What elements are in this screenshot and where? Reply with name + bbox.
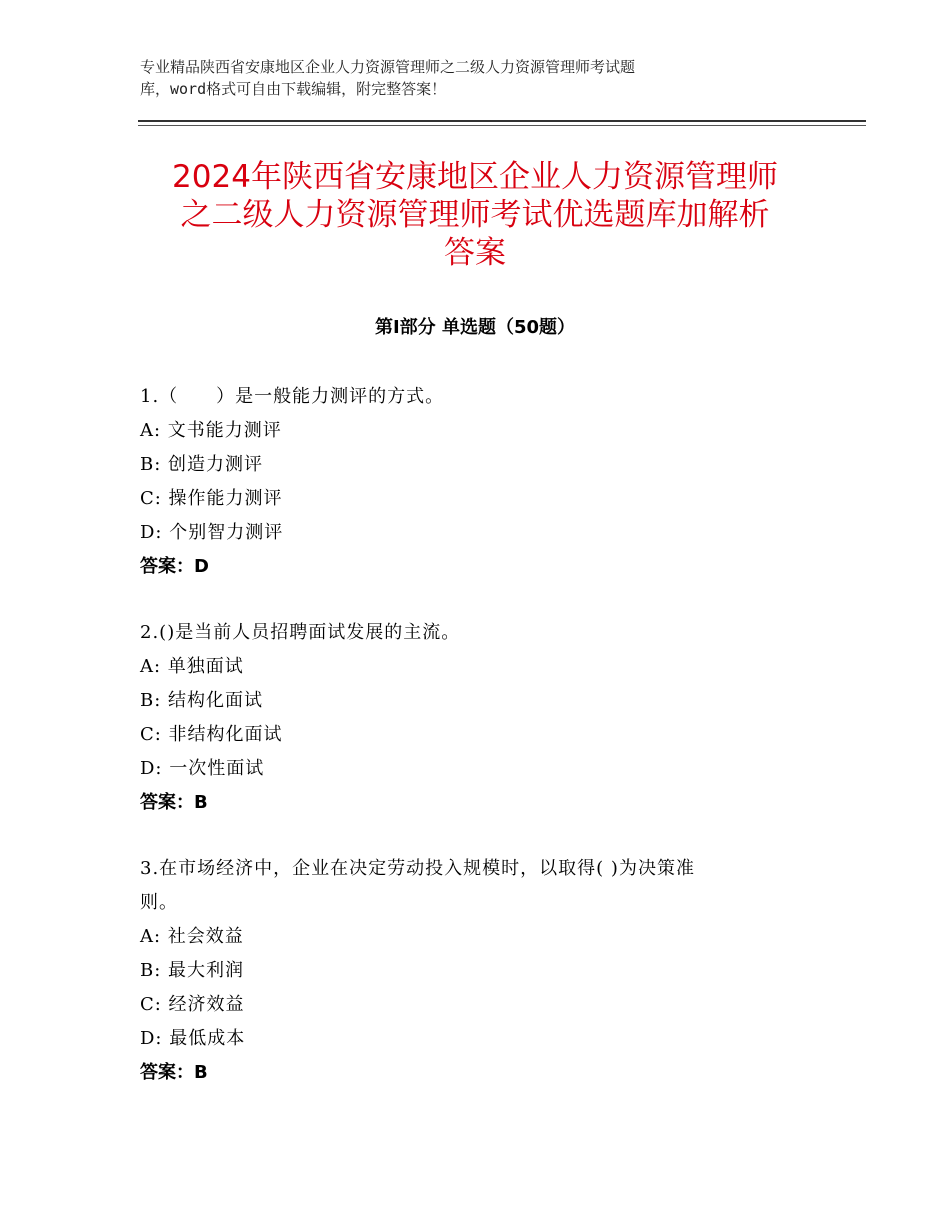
header-note-line-1: 专业精品陕西省安康地区企业人力资源管理师之二级人力资源管理师考试题 — [140, 58, 636, 76]
document-title-line-3: 答案 — [444, 235, 506, 271]
question-stem-line-2: 则。 — [140, 892, 178, 913]
question-stem-line-1: 3.在市场经济中，企业在决定劳动投入规模时，以取得( )为决策准 — [140, 858, 695, 879]
option-c: C: 经济效益 — [140, 994, 245, 1015]
header-note — [140, 56, 820, 100]
option-b: B: 最大利润 — [140, 960, 245, 981]
option-b: B: 创造力测评 — [140, 454, 264, 475]
question-1 — [140, 380, 840, 584]
document-title-line-2: 之二级人力资源管理师考试优选题库加解析 — [180, 197, 770, 233]
answer: 答案：D — [140, 556, 209, 577]
answer: 答案：B — [140, 1062, 208, 1083]
question-stem — [140, 852, 840, 920]
question-list — [140, 380, 840, 1122]
document-title — [100, 158, 850, 272]
question-stem: 2.()是当前人员招聘面试发展的主流。 — [140, 622, 461, 643]
header-rule-thin — [138, 125, 866, 126]
option-d: D: 最低成本 — [140, 1028, 246, 1049]
header-note-line-2: 库，word格式可自由下载编辑，附完整答案！ — [140, 80, 447, 98]
option-d: D: 个别智力测评 — [140, 522, 284, 543]
section-heading: 第Ⅰ部分 单选题（50题） — [374, 317, 575, 338]
option-b: B: 结构化面试 — [140, 690, 264, 711]
option-a: A: 单独面试 — [140, 656, 244, 677]
question-2 — [140, 616, 840, 820]
question-stem: 1.（ ）是一般能力测评的方式。 — [140, 386, 445, 407]
option-c: C: 操作能力测评 — [140, 488, 283, 509]
header-rule-thick — [138, 120, 866, 122]
option-a: A: 文书能力测评 — [140, 420, 282, 441]
question-3 — [140, 852, 840, 1090]
option-c: C: 非结构化面试 — [140, 724, 283, 745]
answer: 答案：B — [140, 792, 208, 813]
option-d: D: 一次性面试 — [140, 758, 265, 779]
option-a: A: 社会效益 — [140, 926, 244, 947]
document-title-line-1: 2024年陕西省安康地区企业人力资源管理师 — [172, 159, 778, 195]
